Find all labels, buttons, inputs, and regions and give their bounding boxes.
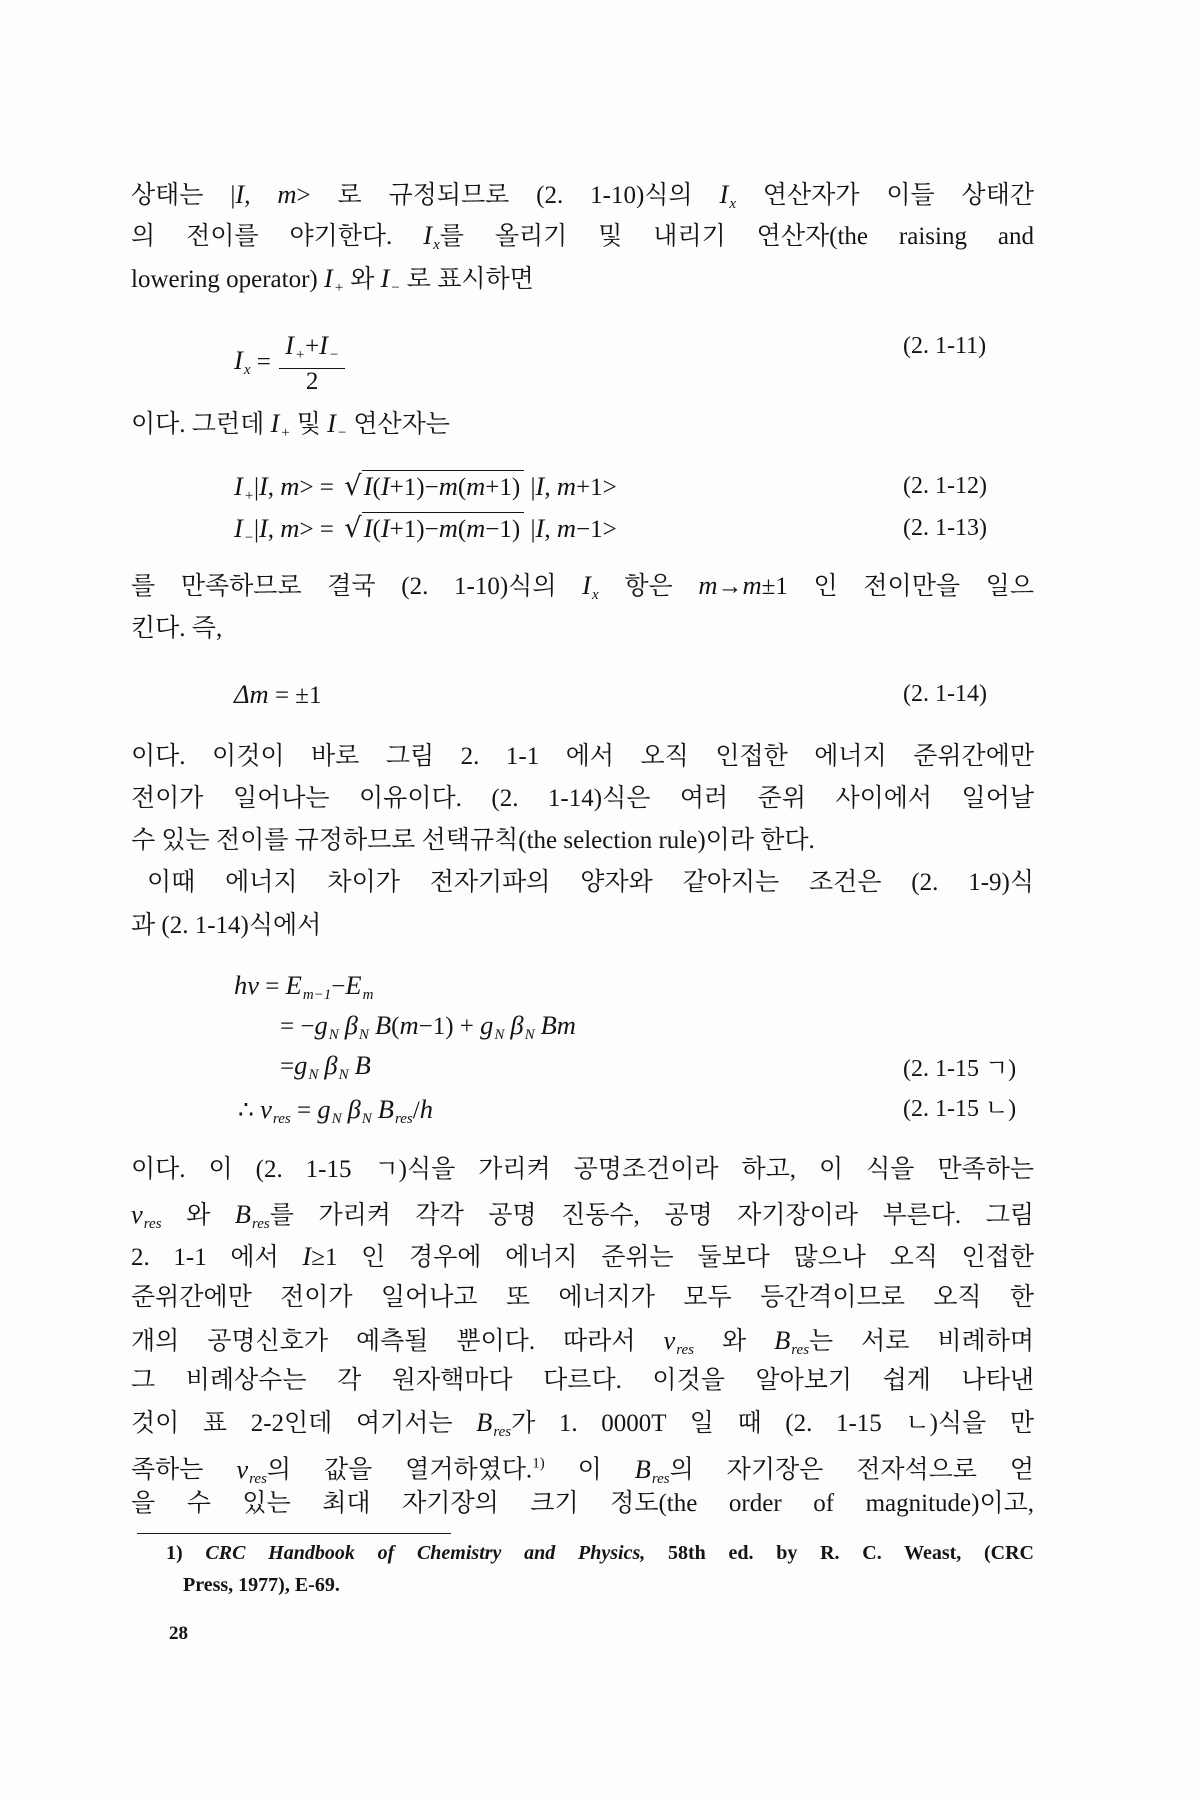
math-variable: g <box>480 1010 494 1040</box>
math-subscript: + <box>280 425 291 442</box>
math-subscript: N <box>328 1027 339 1044</box>
math-variable: I <box>270 408 280 438</box>
page-number: 28 <box>169 1623 188 1644</box>
math-symbol <box>277 179 297 209</box>
text-run: 족하는 <box>131 1456 237 1484</box>
math-variable: I <box>363 471 373 501</box>
math-variable: I <box>234 345 243 376</box>
text-run: ±1 인 전이만을 일으 <box>761 573 1034 600</box>
math-variable: β <box>324 1050 338 1080</box>
text-run: −1) + <box>418 1013 481 1040</box>
math-symbol <box>466 471 486 501</box>
math-symbol <box>285 970 332 1004</box>
math-variable: I <box>319 330 328 360</box>
math-symbol <box>234 513 254 547</box>
text-run: > = <box>299 474 341 501</box>
math-symbol <box>535 513 545 543</box>
body-text-line <box>131 736 1034 778</box>
text-run: − <box>331 973 346 1000</box>
body-text-line <box>131 1442 1035 1487</box>
equation-lhs <box>234 513 341 547</box>
math-variable: I <box>235 179 245 209</box>
math-subscript: res <box>651 1470 670 1487</box>
math-subscript: res <box>394 1111 413 1128</box>
math-symbol <box>535 471 545 501</box>
text-run: 연산자가 이들 상태간 <box>735 182 1035 209</box>
text-run: ( <box>391 1013 400 1040</box>
equation-rhs <box>524 471 617 501</box>
text-run: | <box>253 516 259 543</box>
text-run: > 로 규정되므로 (2. 1-10)식의 <box>296 182 720 209</box>
text-run: +1)− <box>389 516 439 543</box>
text-run: +1> <box>575 474 617 501</box>
math-symbol <box>719 179 736 213</box>
math-variable: I <box>285 330 294 360</box>
math-symbol <box>476 1407 512 1441</box>
math-symbol <box>354 1050 371 1080</box>
text-run: 것이 표 2-2인데 여기서는 <box>131 1410 477 1437</box>
math-symbol <box>302 1241 312 1271</box>
math-symbol <box>466 513 486 543</box>
text-run: 1) <box>166 1542 206 1564</box>
text-run: 이 <box>544 1456 635 1484</box>
text-run: 과 (2. 1-14)식에서 <box>131 912 322 939</box>
text-run: 개의 공명신호가 예측될 뿐이다. 따라서 <box>131 1328 664 1355</box>
footnote-marker <box>532 1457 545 1484</box>
text-run: 이다. 이 (2. 1-15 ㄱ)식을 가리켜 공명조건이라 하고, 이 식을 만족하는 <box>131 1156 1034 1183</box>
math-symbol <box>438 513 458 543</box>
math-variable: I <box>327 408 336 438</box>
text-run: 상태는 | <box>131 182 236 209</box>
square-root-sign: √ <box>344 512 362 544</box>
math-variable: ν <box>260 1094 272 1124</box>
body-text-line <box>131 402 1034 444</box>
math-variable: I <box>323 263 333 293</box>
text-run: +1)− <box>389 474 439 501</box>
math-symbol <box>419 1094 433 1124</box>
text-run: 및 <box>290 411 328 438</box>
math-variable: B <box>634 1453 651 1484</box>
text-run: 킨다. 즉, <box>131 615 223 642</box>
math-symbol <box>285 330 306 364</box>
math-symbol <box>317 1094 342 1128</box>
equation-number: (2. 1-11) <box>903 333 987 359</box>
equation-number: (2. 1-15 ㄴ) <box>903 1096 1017 1122</box>
math-symbol <box>324 1050 349 1084</box>
math-subscript: + <box>333 280 344 297</box>
equation-number: (2. 1-12) <box>903 473 987 499</box>
text-run: = ±1 <box>268 682 322 709</box>
body-text-line <box>131 564 1034 606</box>
equation-lhs <box>234 471 341 505</box>
equation-2-1-13 <box>234 507 617 549</box>
text-run: 를 만족하므로 결국 (2. 1-10)식의 <box>131 573 583 600</box>
math-subscript: x <box>433 237 440 254</box>
math-variable: m <box>280 513 300 543</box>
text-run: 이때 에너지 차이가 전자기파의 양자와 같아지는 조건은 (2. 1-9)식 <box>147 869 1034 896</box>
math-symbol <box>480 1010 505 1044</box>
equation-number: (2. 1-13) <box>903 515 987 541</box>
math-variable: β <box>344 1010 358 1040</box>
equation-2-1-11 <box>234 330 345 396</box>
math-symbol <box>234 1199 270 1233</box>
body-text-line <box>131 1149 1034 1191</box>
body-text-line <box>131 905 1034 947</box>
body-text-line <box>131 1319 1034 1361</box>
math-symbol <box>327 408 348 442</box>
math-symbol <box>363 513 373 543</box>
math-subscript: res <box>251 1216 270 1233</box>
text-run: ( <box>372 516 381 543</box>
text-run: 는 서로 비례하며 <box>809 1328 1034 1355</box>
fraction <box>279 332 345 395</box>
math-variable: m <box>556 513 576 543</box>
body-text-line <box>131 778 1034 820</box>
text-run: 의 자기장은 전자석으로 얻 <box>669 1456 1035 1484</box>
text-run: −1) <box>485 516 521 543</box>
footnote-line <box>166 1537 1034 1569</box>
math-symbol <box>280 471 300 501</box>
body-text-line <box>131 1193 1034 1235</box>
body-text-line <box>147 862 1034 904</box>
math-symbol <box>344 1010 369 1044</box>
math-variable: I <box>719 179 729 209</box>
text-run: −1> <box>575 516 617 543</box>
math-variable: g <box>317 1094 331 1124</box>
text-run: +1) <box>485 474 521 501</box>
body-text-line <box>131 1277 1034 1319</box>
math-symbol <box>423 220 440 254</box>
math-symbol <box>280 513 300 543</box>
math-symbol <box>556 471 576 501</box>
body-text-line <box>131 173 1034 215</box>
math-symbol <box>270 408 291 442</box>
math-variable: g <box>314 1010 328 1040</box>
math-variable: B <box>774 1325 791 1355</box>
text-run: 연산자는 <box>347 411 450 438</box>
math-symbol <box>663 1325 694 1359</box>
math-symbol <box>323 263 344 297</box>
equation-row <box>280 1044 371 1086</box>
math-subscript: res <box>272 1111 291 1128</box>
equation-number: (2. 1-15 ㄱ) <box>903 1056 1017 1082</box>
text-run: ( <box>372 474 381 501</box>
text-run: 전이가 일어나는 이유이다. (2. 1-14)식은 여러 준위 사이에서 일어날 <box>131 785 1034 812</box>
text-run: 그 비례상수는 각 원자핵마다 다르다. 이것을 알아보기 쉽게 나타낸 <box>131 1367 1034 1394</box>
math-subscript: N <box>338 1067 349 1084</box>
math-symbol <box>377 1094 413 1128</box>
text-run: 준위간에만 전이가 일어나고 또 에너지가 모두 등간격이므로 오직 한 <box>131 1284 1034 1311</box>
math-symbol <box>540 1010 576 1040</box>
body-text-line <box>131 1360 1034 1402</box>
italic-text: CRC Handbook of Chemistry and Physics, <box>205 1542 646 1564</box>
text-run: 와 <box>161 1202 235 1229</box>
text-run: , <box>544 474 557 501</box>
math-symbol <box>742 570 762 600</box>
math-symbol <box>380 263 401 297</box>
text-run: | <box>253 474 259 501</box>
math-subscript: res <box>791 1342 810 1359</box>
math-symbol <box>234 471 254 505</box>
math-symbol <box>347 1094 372 1128</box>
text-run: 수 있는 전이를 규정하므로 선택규칙(the selection rule)이라 한다. <box>131 827 815 854</box>
text-run: 항은 <box>598 573 699 600</box>
math-symbol <box>131 1199 162 1233</box>
math-variable: m <box>698 570 718 600</box>
text-run: 2. 1-1 에서 <box>131 1244 303 1271</box>
text-run: 의 값을 열거하였다. <box>266 1456 533 1484</box>
math-variable: B <box>374 1010 392 1040</box>
math-variable: I <box>234 513 243 543</box>
math-symbol <box>345 970 374 1004</box>
math-subscript: res <box>143 1216 162 1233</box>
equation-rhs <box>524 513 617 543</box>
math-symbol <box>374 1010 392 1040</box>
math-variable: Bm <box>540 1010 576 1040</box>
math-variable: I <box>380 471 390 501</box>
math-variable: g <box>294 1050 308 1080</box>
math-variable: B <box>476 1407 493 1437</box>
body-text-line <box>131 1483 1034 1525</box>
text-run: 를 가리켜 각각 공명 진동수, 공명 자기장이라 부른다. 그림 <box>269 1202 1035 1229</box>
equation-2-1-12 <box>234 465 617 507</box>
math-variable: Δm <box>234 679 269 709</box>
math-symbol <box>235 179 245 209</box>
math-variable: ν <box>236 1453 249 1484</box>
equation-row <box>280 1004 576 1046</box>
radicand <box>362 470 525 503</box>
text-run: 로 표시하면 <box>400 266 534 293</box>
text-run: 이다. 이것이 바로 그림 2. 1-1 에서 오직 인접한 에너지 준위간에만 <box>131 743 1034 770</box>
math-subscript: − <box>336 425 348 442</box>
radicand <box>362 512 525 545</box>
math-variable: m <box>438 513 458 543</box>
text-run: = <box>290 1097 318 1124</box>
math-subscript: m−1 <box>302 987 332 1004</box>
text-run: = <box>259 973 286 1000</box>
math-variable: I <box>380 513 390 543</box>
math-variable: m <box>742 570 762 600</box>
math-symbol <box>234 679 269 709</box>
math-variable: m <box>277 179 297 209</box>
text-run: 가 1. 0000T 일 때 (2. 1-15 ㄴ)식을 만 <box>511 1410 1034 1437</box>
math-symbol <box>399 1010 419 1040</box>
math-subscript: res <box>676 1342 694 1359</box>
equation-2-1-14 <box>234 673 322 715</box>
text-run: → <box>717 573 743 600</box>
math-subscript: x <box>243 362 251 379</box>
math-variable: I <box>258 513 268 543</box>
math-variable: E <box>345 970 362 1000</box>
text-run: + <box>305 333 320 360</box>
body-text-line <box>131 608 1034 650</box>
math-symbol <box>258 513 268 543</box>
math-variable: I <box>380 263 390 293</box>
text-run: , <box>544 516 557 543</box>
math-variable: I <box>234 471 243 501</box>
equation-row <box>238 1088 433 1130</box>
text-run: Press, 1977), E-69. <box>183 1574 340 1596</box>
text-run: lowering operator) <box>131 266 324 293</box>
math-symbol <box>236 1453 267 1487</box>
equation-lhs <box>234 345 278 379</box>
math-subscript: N <box>358 1027 369 1044</box>
math-subscript: x <box>592 587 599 604</box>
text-run: ≥1 인 경우에 에너지 준위는 둘보다 많으나 오직 인접한 <box>311 1244 1034 1271</box>
math-variable: B <box>377 1094 394 1124</box>
superscript: 1) <box>532 1455 545 1471</box>
text-run: ( <box>457 474 467 501</box>
text-run: 와 <box>343 266 381 293</box>
text-run: 이다. 그런데 <box>131 411 271 438</box>
text-run: | <box>524 516 536 543</box>
equation-row <box>234 964 373 1006</box>
math-symbol <box>314 1010 339 1044</box>
text-run: 58th ed. by R. C. Weast, (CRC <box>645 1542 1035 1564</box>
math-symbol <box>260 1094 291 1128</box>
text-run: ( <box>457 516 467 543</box>
text-run: > = <box>299 516 341 543</box>
math-subscript: x <box>729 196 736 213</box>
math-variable: I <box>258 471 268 501</box>
math-subscript: m <box>362 987 374 1004</box>
fraction-numerator <box>279 332 345 369</box>
math-symbol <box>582 570 599 604</box>
math-variable: B <box>354 1050 371 1080</box>
math-subscript: N <box>331 1111 342 1128</box>
math-symbol <box>363 471 373 501</box>
math-symbol <box>294 1050 319 1084</box>
math-subscript: − <box>243 530 254 547</box>
text-run: 을 수 있는 최대 자기장의 크기 정도(the order of magnitude)이고, <box>131 1490 1034 1517</box>
math-symbol <box>234 970 260 1000</box>
math-variable: β <box>510 1010 524 1040</box>
math-variable: m <box>556 471 576 501</box>
math-variable: B <box>234 1199 251 1229</box>
math-symbol <box>698 570 718 600</box>
text-run: | <box>524 474 536 501</box>
math-variable: m <box>399 1010 419 1040</box>
math-variable: I <box>582 570 591 600</box>
math-variable: I <box>363 513 373 543</box>
equation-number: (2. 1-14) <box>903 681 987 707</box>
math-symbol <box>510 1010 535 1044</box>
math-variable: β <box>347 1094 361 1124</box>
text-run: 와 <box>693 1328 775 1355</box>
math-symbol <box>234 345 251 379</box>
math-variable: ν <box>131 1199 143 1229</box>
math-variable: I <box>423 220 433 250</box>
text-run: = − <box>280 1013 315 1040</box>
math-variable: m <box>438 471 458 501</box>
math-symbol <box>556 513 576 543</box>
math-variable: m <box>280 471 300 501</box>
math-subscript: res <box>493 1424 512 1441</box>
text-run: , <box>267 474 281 501</box>
math-symbol <box>438 471 458 501</box>
math-symbol <box>380 513 390 543</box>
math-subscript: − <box>329 347 340 364</box>
math-variable: m <box>466 513 486 543</box>
math-variable: I <box>535 513 545 543</box>
text-run: / <box>412 1097 420 1124</box>
math-variable: E <box>285 970 302 1000</box>
math-symbol <box>634 1453 670 1487</box>
text-run: , <box>244 182 278 209</box>
text-run: = <box>280 1053 295 1080</box>
math-symbol <box>319 330 340 364</box>
text-run: 를 올리기 및 내리기 연산자(the raising and <box>439 223 1034 250</box>
math-subscript: res <box>249 1470 267 1487</box>
text-run: = <box>250 348 278 376</box>
math-symbol <box>380 471 390 501</box>
body-text-line <box>131 1235 1034 1277</box>
footnote-line <box>183 1569 1034 1601</box>
math-subscript: + <box>243 488 254 505</box>
math-symbol <box>774 1325 810 1359</box>
math-variable: I <box>535 471 545 501</box>
math-subscript: + <box>294 347 306 364</box>
footnote-rule <box>137 1533 451 1534</box>
math-subscript: N <box>361 1111 372 1128</box>
math-subscript: N <box>524 1027 535 1044</box>
fraction-denominator: 2 <box>305 368 319 396</box>
body-text-line <box>131 820 1034 862</box>
text-run: ∴ <box>238 1097 261 1124</box>
math-variable: m <box>466 471 486 501</box>
math-variable: I <box>302 1241 312 1271</box>
math-symbol <box>258 471 268 501</box>
math-subscript: N <box>494 1027 505 1044</box>
text-run: , <box>267 516 281 543</box>
square-root-sign: √ <box>344 470 362 502</box>
math-variable: h <box>419 1094 433 1124</box>
body-text-line <box>131 214 1034 256</box>
math-variable: ν <box>663 1325 676 1355</box>
body-text-line <box>131 1401 1034 1443</box>
math-variable: hν <box>234 970 260 1000</box>
math-subscript: N <box>308 1067 319 1084</box>
text-run: 의 전이를 야기한다. <box>131 223 424 250</box>
body-text-line <box>131 257 1034 299</box>
math-subscript: − <box>390 280 401 297</box>
